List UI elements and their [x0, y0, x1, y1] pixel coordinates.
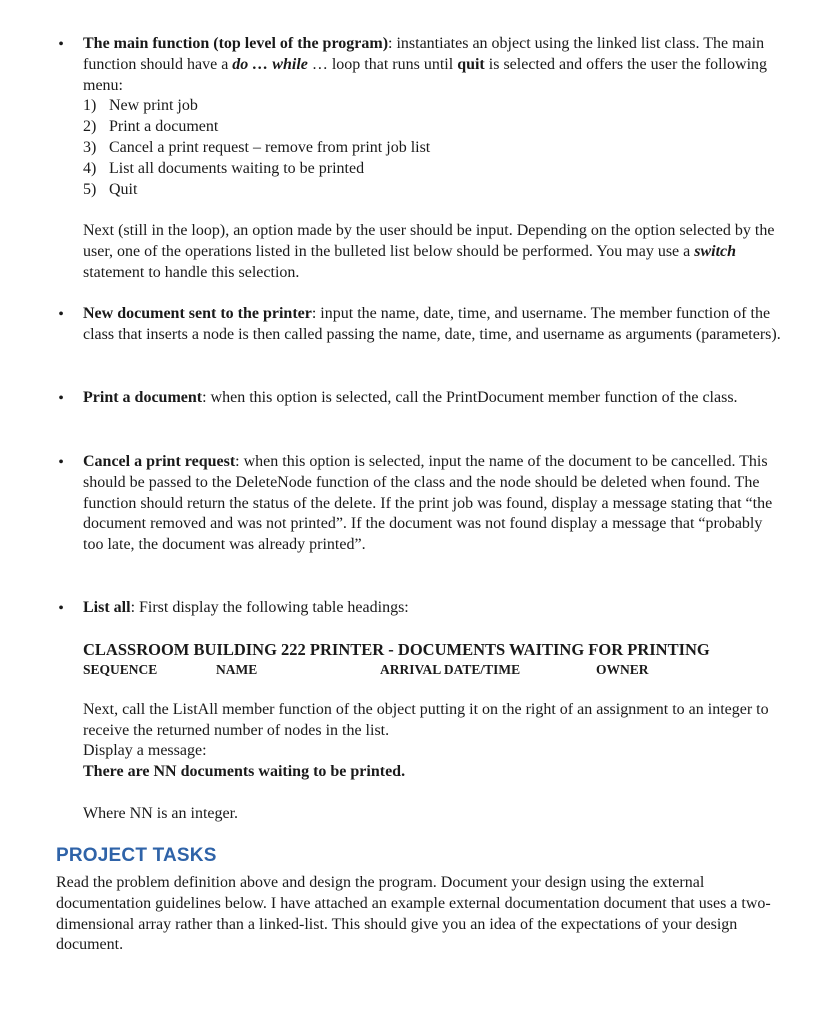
table-title: CLASSROOM BUILDING 222 PRINTER - DOCUMENTS WAITING FOR PRINTING — [83, 639, 710, 659]
cancel-request-paragraph — [83, 452, 783, 556]
bullet-marker: • — [58, 390, 64, 407]
main-function-paragraph — [83, 34, 783, 96]
print-document-paragraph — [83, 388, 783, 409]
selection-text-2: statement to handle this selection. — [83, 263, 300, 281]
quit-keyword: quit — [457, 55, 485, 73]
print-document-label: Print a document — [83, 389, 203, 406]
menu-item — [83, 159, 783, 180]
section-heading-project-tasks: PROJECT TASKS — [56, 845, 217, 866]
new-document-paragraph — [83, 304, 783, 346]
menu-item-label: Cancel a print request – remove from print job list — [109, 138, 431, 156]
new-document-label: New document sent to the printer — [83, 305, 312, 322]
print-document-text: : when this option is selected, call the PrintDocument member function of the class. — [202, 389, 738, 406]
menu-item-label: New print job — [109, 97, 198, 115]
list-all-label: List all — [83, 599, 131, 616]
bullet-marker: • — [58, 600, 64, 617]
column-heading: NAME — [216, 661, 258, 677]
where-note: Where NN is an integer. — [83, 804, 239, 822]
bullet-marker: • — [58, 306, 64, 323]
list-all-next-paragraph: Next, call the ListAll member function of the object putting it on the right of an assignment to an integer to receive the returned number of nodes in the list. — [83, 700, 769, 739]
display-message-label: Display a message: — [83, 742, 207, 760]
new-document-text: : input the name, date, time, and username. The member function of the class that inserts a node is then called passing the name, date, time, and username as arguments (parameters). — [83, 305, 781, 343]
menu-item — [83, 138, 783, 159]
column-heading: ARRIVAL DATE/TIME — [380, 661, 521, 677]
menu-list — [83, 96, 783, 200]
project-tasks-paragraph: Read the problem definition above and design the program. Document your design using the external documentation guidelines below. I have attached an example external documentation document that uses a two-dimensional array rather than a linked-list. This should give you an idea of the expectations of your design document. — [56, 874, 771, 954]
main-function-text-3: is selected and offers the user the following menu: — [83, 55, 768, 94]
menu-item — [83, 180, 783, 201]
menu-item — [83, 96, 783, 117]
menu-item-number: 4) — [83, 159, 97, 177]
switch-keyword: switch — [694, 242, 737, 260]
menu-item — [83, 117, 783, 138]
do-while-keyword: do … while — [232, 55, 308, 73]
menu-item-number: 5) — [83, 180, 97, 198]
waiting-message — [83, 762, 783, 783]
selection-paragraph — [83, 221, 783, 283]
bullet-marker: • — [58, 36, 64, 53]
main-function-label: The main function (top level of the program) — [83, 35, 389, 52]
cancel-request-label: Cancel a print request — [83, 453, 236, 470]
menu-item-number: 1) — [83, 97, 97, 115]
column-heading: OWNER — [596, 661, 649, 677]
waiting-message-text: There are NN documents waiting to be printed. — [83, 763, 406, 781]
list-all-text: : First display the following table headings: — [130, 599, 409, 616]
menu-item-number: 3) — [83, 138, 97, 156]
menu-item-label: List all documents waiting to be printed — [109, 159, 365, 177]
list-all-paragraph — [83, 598, 783, 619]
table-headings — [83, 660, 783, 678]
main-function-text-2: … loop that runs until — [307, 55, 458, 73]
menu-item-label: Print a document — [109, 118, 219, 136]
menu-item-number: 2) — [83, 118, 97, 136]
column-heading: SEQUENCE — [83, 661, 158, 677]
menu-item-label: Quit — [109, 180, 138, 198]
main-function-text-1: : instantiates an object using the linked list class. The main function should have a — [83, 35, 765, 73]
bullet-marker: • — [58, 454, 64, 471]
selection-text-1: Next (still in the loop), an option made by the user should be input. Depending on the option selected by the user, one of the operations listed in the bulleted list below should be performed. You may use a — [83, 222, 775, 260]
cancel-request-text: : when this option is selected, input the name of the document to be cancelled. This should be passed to the DeleteNode function of the class and the node should be deleted when found. The function should return the status of the delete. If the print job was found, display a message stating that “the document removed and was not printed”. If the document was not found display a message that “probably too late, the document was already printed”. — [83, 453, 773, 554]
